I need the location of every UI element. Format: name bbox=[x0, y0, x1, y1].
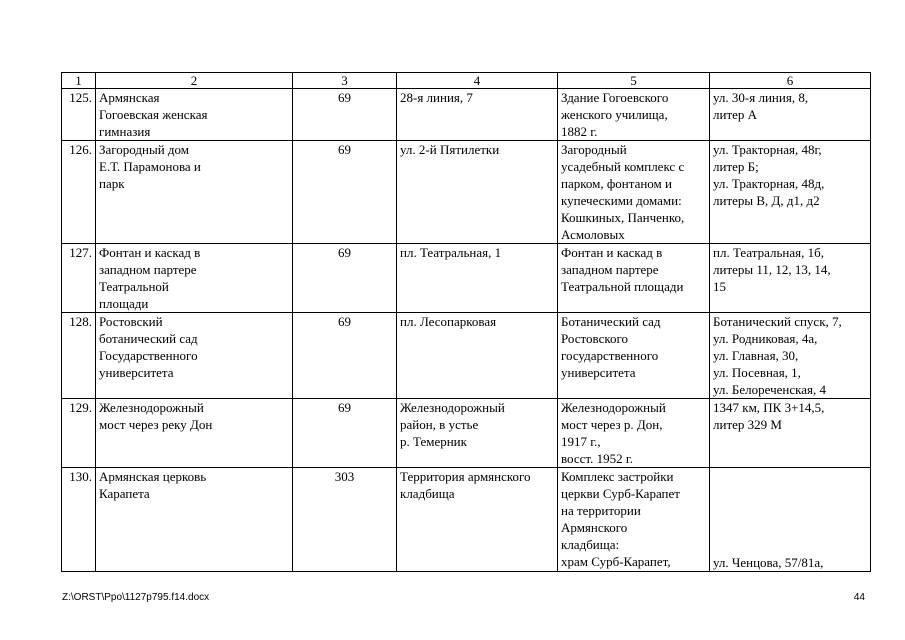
row-number: 125. bbox=[62, 89, 96, 141]
object-name: Армянская церковь Карапета bbox=[96, 468, 293, 572]
description: Фонтан и каскад в западном партере Театральной площади bbox=[558, 244, 710, 313]
row-number: 129. bbox=[62, 399, 96, 468]
row-number: 126. bbox=[62, 141, 96, 244]
description: Железнодорожный мост через р. Дон, 1917 г., восст. 1952 г. bbox=[558, 399, 710, 468]
object-name: Железнодорожный мост через реку Дон bbox=[96, 399, 293, 468]
description: Загородный усадебный комплекс с парком, фонтаном и купеческими домами: Кошкиных, Панченко, Асмоловых bbox=[558, 141, 710, 244]
row-number: 130. bbox=[62, 468, 96, 572]
object-name: Фонтан и каскад в западном партере Театральной площади bbox=[96, 244, 293, 313]
table-row bbox=[62, 141, 871, 244]
row-number: 127. bbox=[62, 244, 96, 313]
table-header-row bbox=[62, 73, 871, 89]
header-cell: 2 bbox=[96, 73, 293, 89]
location: пл. Театральная, 1б, литеры 11, 12, 13, 14, 15 bbox=[710, 244, 871, 313]
heritage-table bbox=[61, 72, 871, 572]
header-cell: 1 bbox=[62, 73, 96, 89]
header-cell: 5 bbox=[558, 73, 710, 89]
object-name: Армянская Гогоевская женская гимназия bbox=[96, 89, 293, 141]
location: ул. Ченцова, 57/81а, bbox=[710, 468, 871, 572]
category-code: 69 bbox=[293, 244, 397, 313]
header-cell: 3 bbox=[293, 73, 397, 89]
row-number: 128. bbox=[62, 313, 96, 399]
description: Ботанический сад Ростовского государственного университета bbox=[558, 313, 710, 399]
address: ул. 2-й Пятилетки bbox=[397, 141, 558, 244]
address: Территория армянского кладбища bbox=[397, 468, 558, 572]
object-name: Загородный дом Е.Т. Парамонова и парк bbox=[96, 141, 293, 244]
location: ул. Тракторная, 48г, литер Б; ул. Тракторная, 48д, литеры В, Д, д1, д2 bbox=[710, 141, 871, 244]
category-code: 69 bbox=[293, 313, 397, 399]
table-row bbox=[62, 468, 871, 572]
category-code: 69 bbox=[293, 141, 397, 244]
footer-file-path: Z:\ORST\Ppo\1127p795.f14.docx bbox=[62, 592, 210, 603]
category-code: 69 bbox=[293, 399, 397, 468]
table-row bbox=[62, 89, 871, 141]
address: 28-я линия, 7 bbox=[397, 89, 558, 141]
header-cell: 6 bbox=[710, 73, 871, 89]
location: ул. 30-я линия, 8, литер А bbox=[710, 89, 871, 141]
table-row bbox=[62, 313, 871, 399]
table-row bbox=[62, 399, 871, 468]
description: Комплекс застройки церкви Сурб-Карапет на территории Армянского кладбища: храм Сурб-Карапет, bbox=[558, 468, 710, 572]
address: пл. Лесопарковая bbox=[397, 313, 558, 399]
location: 1347 км, ПК 3+14,5, литер 329 М bbox=[710, 399, 871, 468]
category-code: 303 bbox=[293, 468, 397, 572]
address: пл. Театральная, 1 bbox=[397, 244, 558, 313]
location: Ботанический спуск, 7, ул. Родниковая, 4а, ул. Главная, 30, ул. Посевная, 1, ул. Белореченская, 4 bbox=[710, 313, 871, 399]
header-cell: 4 bbox=[397, 73, 558, 89]
table-row bbox=[62, 244, 871, 313]
category-code: 69 bbox=[293, 89, 397, 141]
address: Железнодорожный район, в устье р. Темерник bbox=[397, 399, 558, 468]
description: Здание Гогоевского женского училища, 1882 г. bbox=[558, 89, 710, 141]
object-name: Ростовский ботанический сад Государственного университета bbox=[96, 313, 293, 399]
page-number: 44 bbox=[853, 592, 865, 603]
